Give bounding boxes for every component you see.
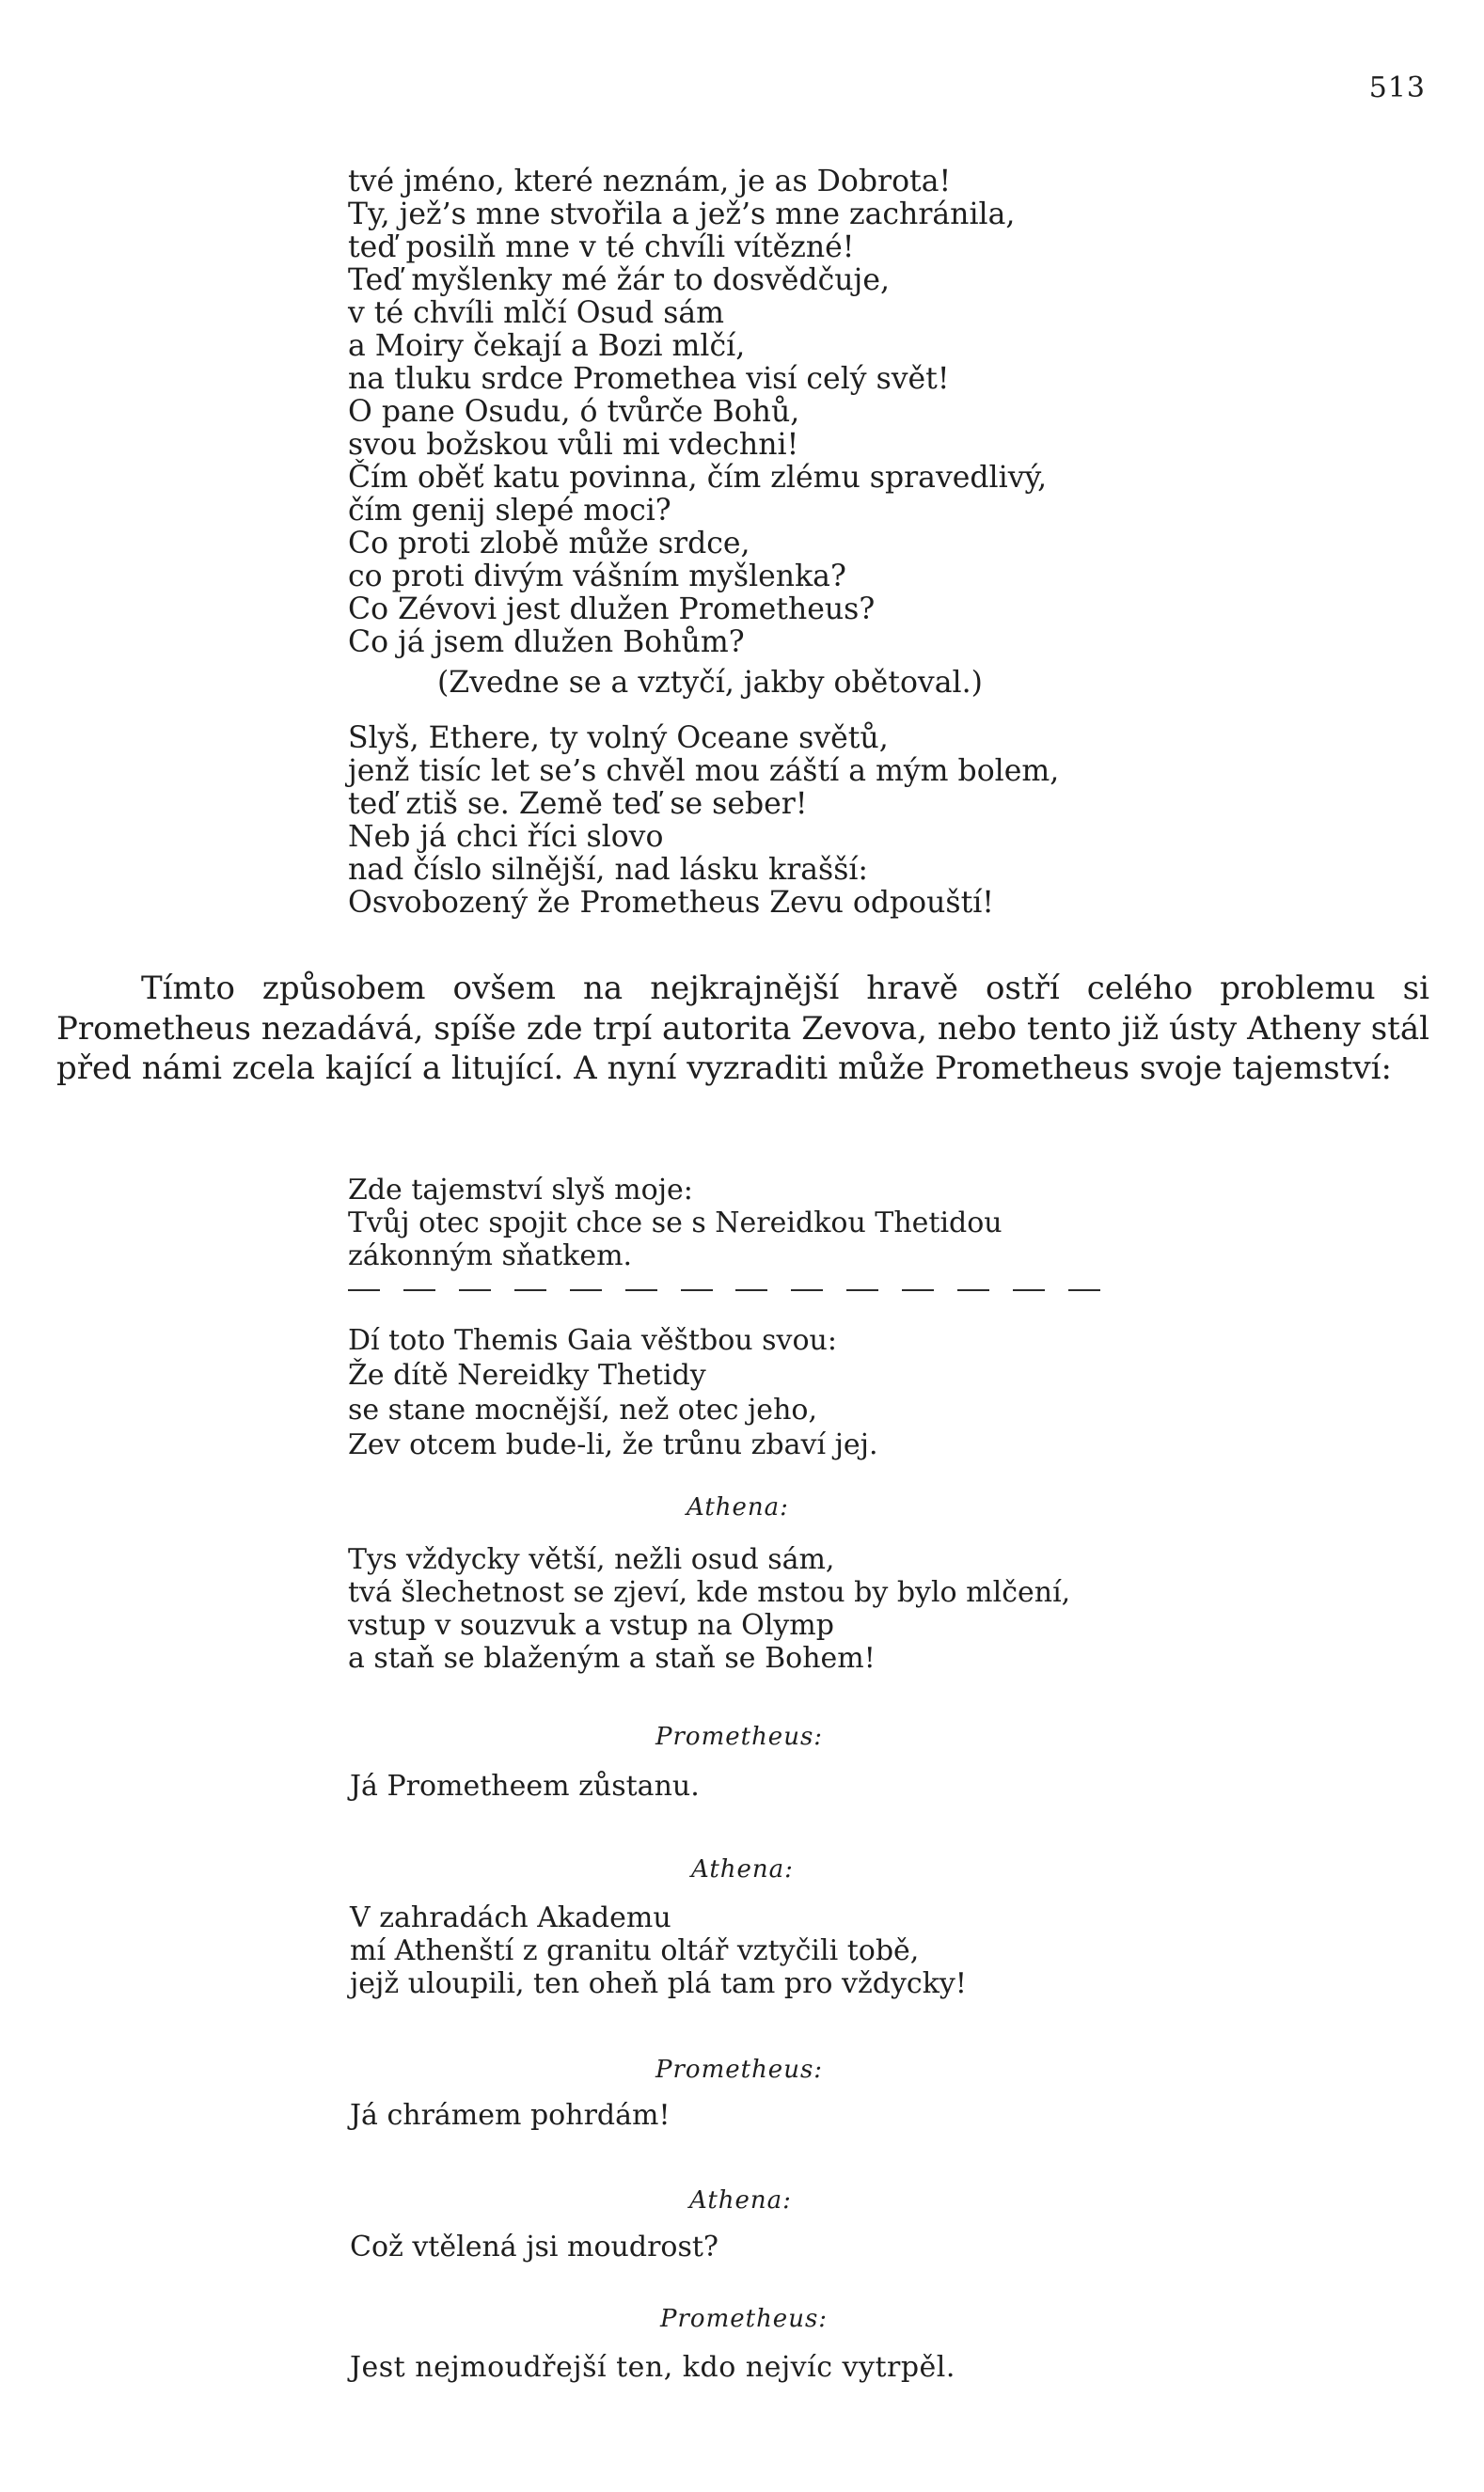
verse-line: se stane mocnější, než otec jeho, (348, 1394, 817, 1427)
verse-stanza-4 (348, 1323, 877, 1462)
verse-stanza-9 (350, 2231, 718, 2263)
verse-line: v té chvíli mlčí Osud sám (348, 296, 725, 330)
verse-stanza-3 (348, 1174, 1002, 1272)
verse-line: Já chrámem pohrdám! (350, 2099, 671, 2132)
verse-line: mí Athenští z granitu oltář vztyčili tobě, (350, 1934, 920, 1967)
speaker-label-prometheus: Prometheus: (660, 2305, 829, 2333)
stage-direction: (Zvedne se a vztyčí, jakby obětoval.) (437, 666, 983, 700)
verse-line: Tvůj otec spojit chce se s Nereidkou Thetidou (348, 1207, 1002, 1239)
speaker-label-prometheus: Prometheus: (655, 1723, 824, 1751)
verse-stanza-1 (348, 166, 1047, 700)
verse-line: Neb já chci říci slovo (348, 820, 664, 854)
verse-line: Co Zévovi jest dlužen Prometheus? (348, 592, 876, 626)
speaker-label-athena: Athena: (687, 1493, 789, 1522)
verse-line: tvé jméno, které neznám, je as Dobrota! (348, 165, 952, 198)
verse-line: co proti divým vášním myšlenka? (348, 560, 846, 593)
speaker-label-athena: Athena: (689, 2186, 792, 2215)
verse-stanza-10 (350, 2351, 955, 2384)
speaker-label-athena: Athena: (691, 1855, 794, 1884)
verse-line: čím genij slepé moci? (348, 494, 671, 528)
verse-line: jejž uloupili, ten oheň plá tam pro vždycky! (350, 1967, 967, 2000)
verse-line: Ty, jež’s mne stvořila a jež’s mne zachránila, (348, 197, 1016, 231)
verse-line: a Moiry čekají a Bozi mlčí, (348, 329, 746, 363)
verse-line: Dí toto Themis Gaia věštbou svou: (348, 1324, 837, 1357)
speaker-label-prometheus: Prometheus: (655, 2056, 824, 2084)
dash-separator (348, 1279, 1100, 1301)
verse-line: jenž tisíc let se’s chvěl mou záští a mým bolem, (348, 754, 1060, 788)
verse-line: Že dítě Nereidky Thetidy (348, 1359, 706, 1392)
verse-line: vstup v souzvuk a vstup na Olymp (348, 1609, 834, 1642)
verse-line: V zahradách Akademu (350, 1901, 671, 1934)
verse-stanza-7 (350, 1901, 967, 2000)
verse-line: Zde tajemství slyš moje: (348, 1174, 693, 1207)
verse-line: nad číslo silnější, nad lásku krašší: (348, 853, 869, 887)
verse-stanza-2 (348, 722, 1059, 920)
verse-line: teď posilň mne v té chvíli vítězné! (348, 230, 855, 264)
verse-line: a staň se blaženým a staň se Bohem! (348, 1642, 876, 1675)
verse-line: teď ztiš se. Země teď se seber! (348, 787, 808, 821)
verse-line: Zev otcem bude-li, že trůnu zbaví jej. (348, 1428, 878, 1461)
verse-line: tvá šlechetnost se zjeví, kde mstou by bylo mlčení, (348, 1576, 1071, 1609)
verse-stanza-6 (350, 1770, 700, 1803)
verse-line: svou božskou vůli mi vdechni! (348, 428, 799, 462)
verse-line: Teď myšlenky mé žár to dosvědčuje, (348, 263, 890, 297)
verse-line: Jest nejmoudřejší ten, kdo nejvíc vytrpěl. (350, 2351, 955, 2384)
verse-line: zákonným sňatkem. (348, 1239, 633, 1272)
verse-line: Tys vždycky větší, nežli osud sám, (348, 1543, 835, 1576)
verse-stanza-8 (350, 2099, 671, 2132)
verse-line: Osvobozený že Prometheus Zevu odpouští! (348, 886, 994, 920)
verse-line: Co proti zlobě může srdce, (348, 527, 750, 560)
verse-line: Čím oběť katu povinna, čím zlému spravedlivý, (348, 461, 1048, 495)
verse-line: na tluku srdce Promethea visí celý svět! (348, 362, 950, 396)
page-number: 513 (1368, 71, 1426, 104)
verse-line: Což vtělená jsi moudrost? (350, 2231, 719, 2263)
verse-line: Co já jsem dlužen Bohům? (348, 625, 745, 659)
verse-line: Slyš, Ethere, ty volný Oceane světů, (348, 721, 889, 755)
prose-paragraph: Tímto způsobem ovšem na nejkrajnější hravě ostří celého problemu si Prometheus nezadává, spíše zde trpí autorita Zevova, nebo tento již ústy Atheny stál před námi zcela kající a litující. A nyní vyzraditi může Prometheus svoje tajemství: (56, 970, 1429, 1087)
verse-line: Já Prometheem zůstanu. (350, 1770, 700, 1803)
verse-stanza-5 (348, 1543, 1070, 1675)
verse-line: O pane Osudu, ó tvůrče Bohů, (348, 395, 800, 429)
